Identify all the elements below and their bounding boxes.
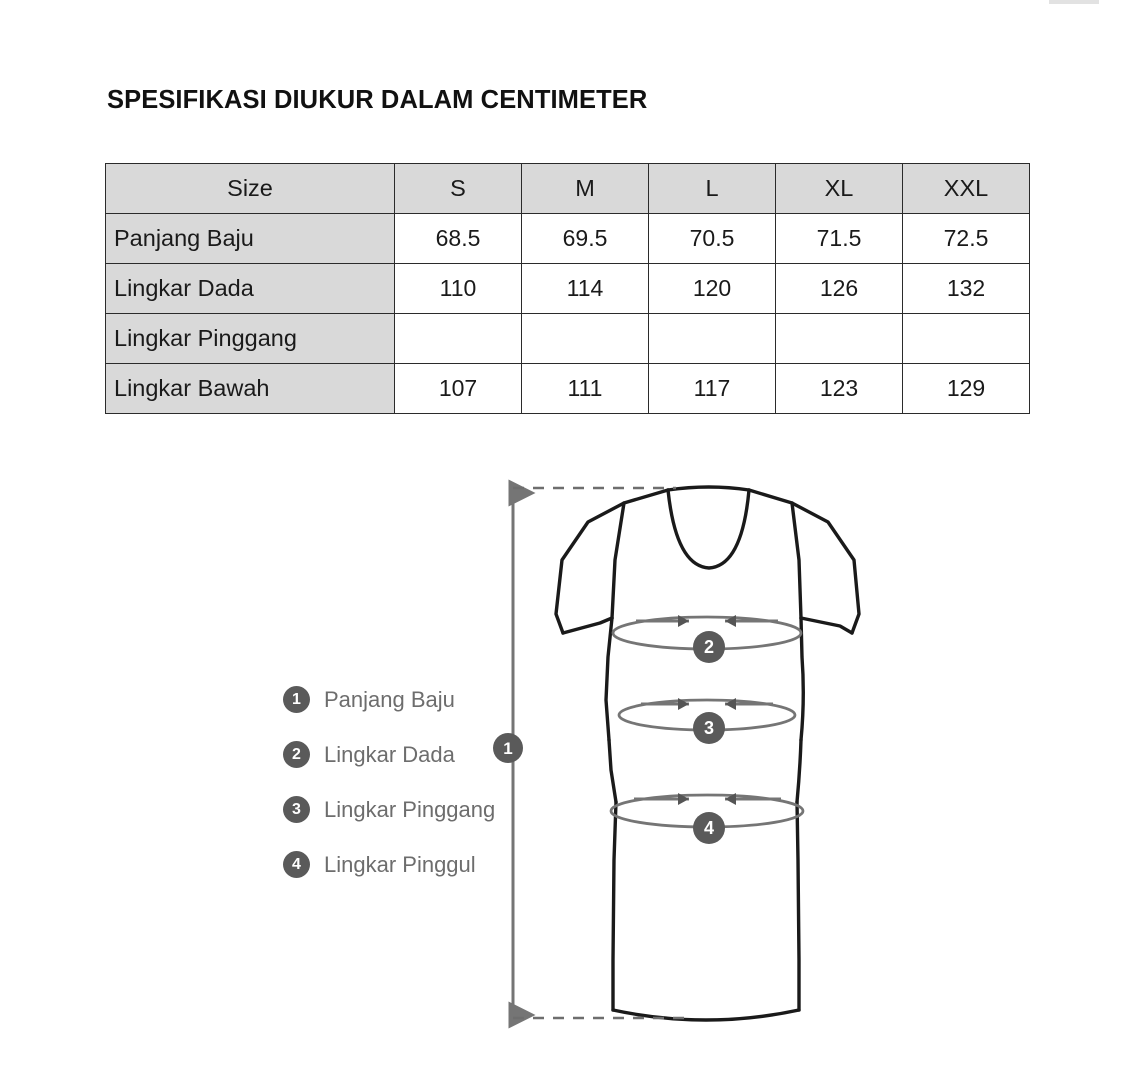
legend-number-badge-icon: 4	[283, 851, 310, 878]
scrollbar-artifact	[1049, 0, 1099, 4]
cell-value: 69.5	[522, 214, 649, 264]
svg-text:3: 3	[703, 718, 715, 738]
legend-number-badge-icon: 3	[283, 796, 310, 823]
column-header-s: S	[395, 164, 522, 214]
cell-value	[522, 314, 649, 364]
diagram-marker-3	[693, 712, 725, 744]
table-header-row	[106, 164, 1030, 214]
cell-value: 107	[395, 364, 522, 414]
legend-item-label: Lingkar Dada	[324, 741, 455, 767]
diagram-marker-2	[693, 631, 725, 663]
legend-item-label: Lingkar Pinggang	[324, 796, 496, 822]
cell-value	[649, 314, 776, 364]
svg-text:1: 1	[503, 739, 513, 758]
svg-text:2: 2	[703, 637, 715, 657]
cell-value: 68.5	[395, 214, 522, 264]
diagram-marker-1	[493, 733, 523, 763]
cell-value: 114	[522, 264, 649, 314]
cell-value: 129	[903, 364, 1030, 414]
diagram-marker-4	[693, 812, 725, 844]
column-header-xl: XL	[776, 164, 903, 214]
column-header-size: Size	[106, 164, 395, 214]
row-label: Lingkar Dada	[106, 264, 395, 314]
cell-value	[903, 314, 1030, 364]
row-label: Panjang Baju	[106, 214, 395, 264]
page-title: SPESIFIKASI DIUKUR DALAM CENTIMETER	[107, 86, 648, 114]
column-header-l: L	[649, 164, 776, 214]
table-row	[106, 214, 1030, 264]
legend-number-badge-icon: 1	[283, 686, 310, 713]
legend-item-label: Lingkar Pinggul	[324, 851, 476, 877]
cell-value: 71.5	[776, 214, 903, 264]
dress-outline-icon	[556, 487, 859, 1020]
column-header-xxl: XXL	[903, 164, 1030, 214]
cell-value: 126	[776, 264, 903, 314]
row-label: Lingkar Bawah	[106, 364, 395, 414]
cell-value: 123	[776, 364, 903, 414]
legend-number-badge-icon: 2	[283, 741, 310, 768]
cell-value: 132	[903, 264, 1030, 314]
cell-value	[395, 314, 522, 364]
length-guide-dashes	[513, 488, 690, 1018]
cell-value: 117	[649, 364, 776, 414]
column-header-m: M	[522, 164, 649, 214]
row-label: Lingkar Pinggang	[106, 314, 395, 364]
svg-text:4: 4	[703, 818, 715, 838]
cell-value	[776, 314, 903, 364]
legend-item-label: Panjang Baju	[324, 686, 455, 712]
cell-value: 70.5	[649, 214, 776, 264]
size-specification-table	[105, 163, 1030, 414]
cell-value: 120	[649, 264, 776, 314]
table-row	[106, 364, 1030, 414]
table-row	[106, 264, 1030, 314]
garment-measurement-diagram	[0, 440, 1125, 1060]
table-row	[106, 314, 1030, 364]
cell-value: 72.5	[903, 214, 1030, 264]
cell-value: 111	[522, 364, 649, 414]
cell-value: 110	[395, 264, 522, 314]
